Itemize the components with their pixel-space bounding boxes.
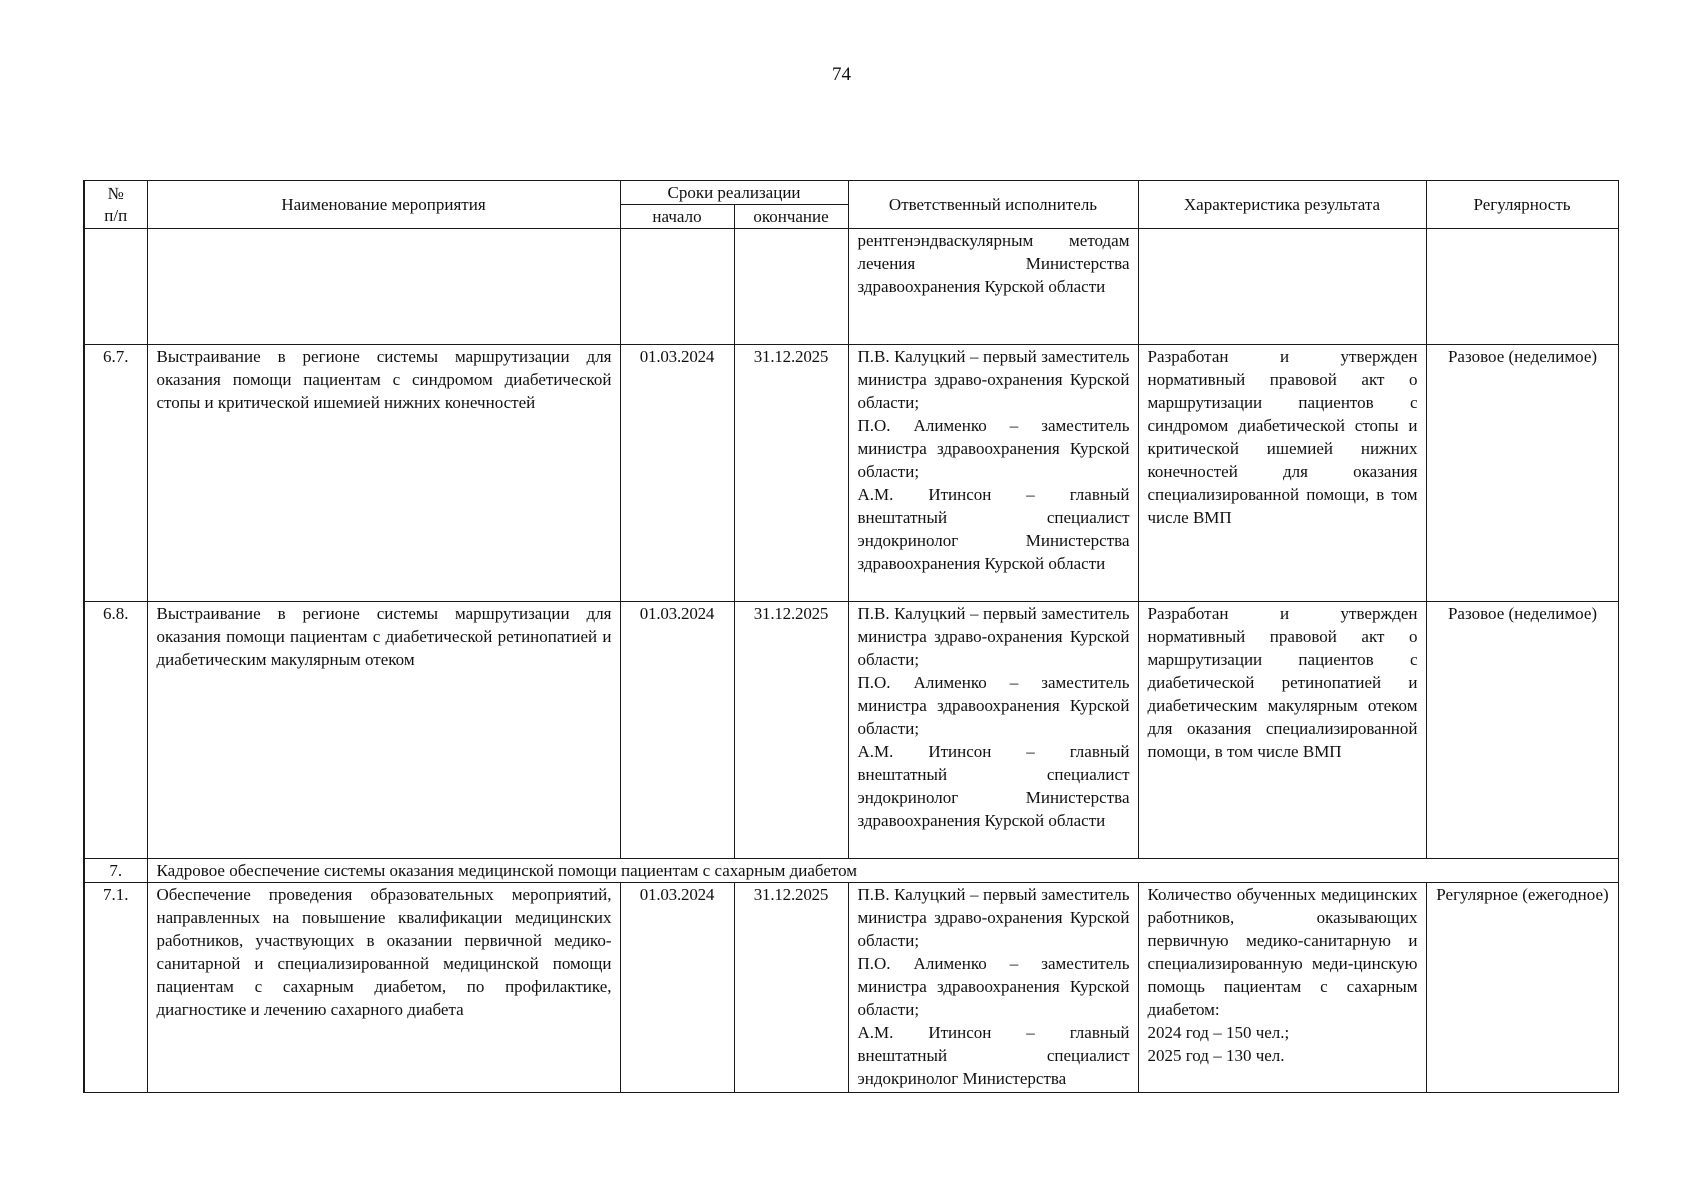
row-name [147,229,620,345]
row-num: 7.1. [84,883,147,1093]
row-num [84,229,147,345]
row-executor [848,883,1138,1093]
row-executor [848,345,1138,602]
row-start: 01.03.2024 [620,602,734,859]
header-num [84,181,147,229]
row-result [1138,229,1426,345]
executor-entry: А.М. Итинсон – главный внештатный специалист эндокринолог Министерства здравоохранения Курской области [857,485,1130,573]
row-num: 6.8. [84,602,147,859]
row-end: 31.12.2025 [734,602,848,859]
table-row [84,229,1618,345]
executor-entry: П.О. Алименко – заместитель министра здравоохранения Курской области; [857,416,1130,481]
section-row [84,859,1618,883]
row-name: Выстраивание в регионе системы маршрутизации для оказания помощи пациентам с синдромом диабетической стопы и критической ишемией нижних конечностей [147,345,620,602]
row-result: Разработан и утвержден нормативный правовой акт о маршрутизации пациентов с диабетической ретинопатией и диабетическим макулярным отеком для оказания специализированной помощи, в том числе ВМП [1138,602,1426,859]
executor-entry: А.М. Итинсон – главный внештатный специалист эндокринолог Министерства здравоохранения Курской области [857,742,1130,830]
executor-entry: П.В. Калуцкий – первый заместитель министра здраво-охранения Курской области; [857,347,1130,412]
executor-entry: П.В. Калуцкий – первый заместитель министра здраво-охранения Курской области; [857,604,1130,669]
result-entry: Количество обученных медицинских работников, оказывающих первичную медико-санитарную и специализированную меди-цинскую помощь пациентам с сахарным диабетом: [1147,885,1418,1019]
table-row [84,602,1618,859]
row-start [620,229,734,345]
row-result [1138,883,1426,1093]
table-row [84,345,1618,602]
row-result: Разработан и утвержден нормативный правовой акт о маршрутизации пациентов с синдромом диабетической стопы и критической ишемией нижних конечностей для оказания специализированной помощи, в том числе ВМП [1138,345,1426,602]
row-regularity: Разовое (неделимое) [1426,602,1618,859]
executor-entry: П.В. Калуцкий – первый заместитель министра здраво-охранения Курской области; [857,885,1130,950]
header-num-line2: п/п [104,205,128,225]
header-num-line1: № [107,183,124,203]
header-regularity: Регулярность [1426,181,1618,229]
header-end: окончание [734,205,848,229]
row-end: 31.12.2025 [734,883,848,1093]
row-regularity: Разовое (неделимое) [1426,345,1618,602]
header-start: начало [620,205,734,229]
row-start: 01.03.2024 [620,883,734,1093]
row-executor: рентгенэндваскулярным методам лечения Министерства здравоохранения Курской области [848,229,1138,345]
executor-entry: П.О. Алименко – заместитель министра здравоохранения Курской области; [857,673,1130,738]
header-result: Характеристика результата [1138,181,1426,229]
row-regularity [1426,229,1618,345]
row-num: 6.7. [84,345,147,602]
table-row [84,883,1618,1093]
header-name: Наименование мероприятия [147,181,620,229]
header-executor: Ответственный исполнитель [848,181,1138,229]
result-entry: 2025 год – 130 чел. [1147,1046,1285,1065]
executor-entry: А.М. Итинсон – главный внештатный специалист эндокринолог Министерства [857,1023,1130,1088]
activities-table [83,180,1619,1093]
section-title: Кадровое обеспечение системы оказания медицинской помощи пациентам с сахарным диабетом [147,859,1618,883]
page-number: 74 [832,64,851,85]
row-start: 01.03.2024 [620,345,734,602]
row-name: Обеспечение проведения образовательных мероприятий, направленных на повышение квалификации медицинских работников, участвующих в оказании первичной медико-санитарной и специализированной медицинской помощи пациентам с сахарным диабетом, по профилактике, диагностике и лечению сахарного диабета [147,883,620,1093]
result-entry: 2024 год – 150 чел.; [1147,1023,1290,1042]
row-executor [848,602,1138,859]
row-name: Выстраивание в регионе системы маршрутизации для оказания помощи пациентам с диабетической ретинопатией и диабетическим макулярным отеком [147,602,620,859]
header-timing: Сроки реализации [620,181,848,205]
executor-entry: П.О. Алименко – заместитель министра здравоохранения Курской области; [857,954,1130,1019]
section-num: 7. [84,859,147,883]
row-regularity: Регулярное (ежегодное) [1426,883,1618,1093]
row-end: 31.12.2025 [734,345,848,602]
row-end [734,229,848,345]
